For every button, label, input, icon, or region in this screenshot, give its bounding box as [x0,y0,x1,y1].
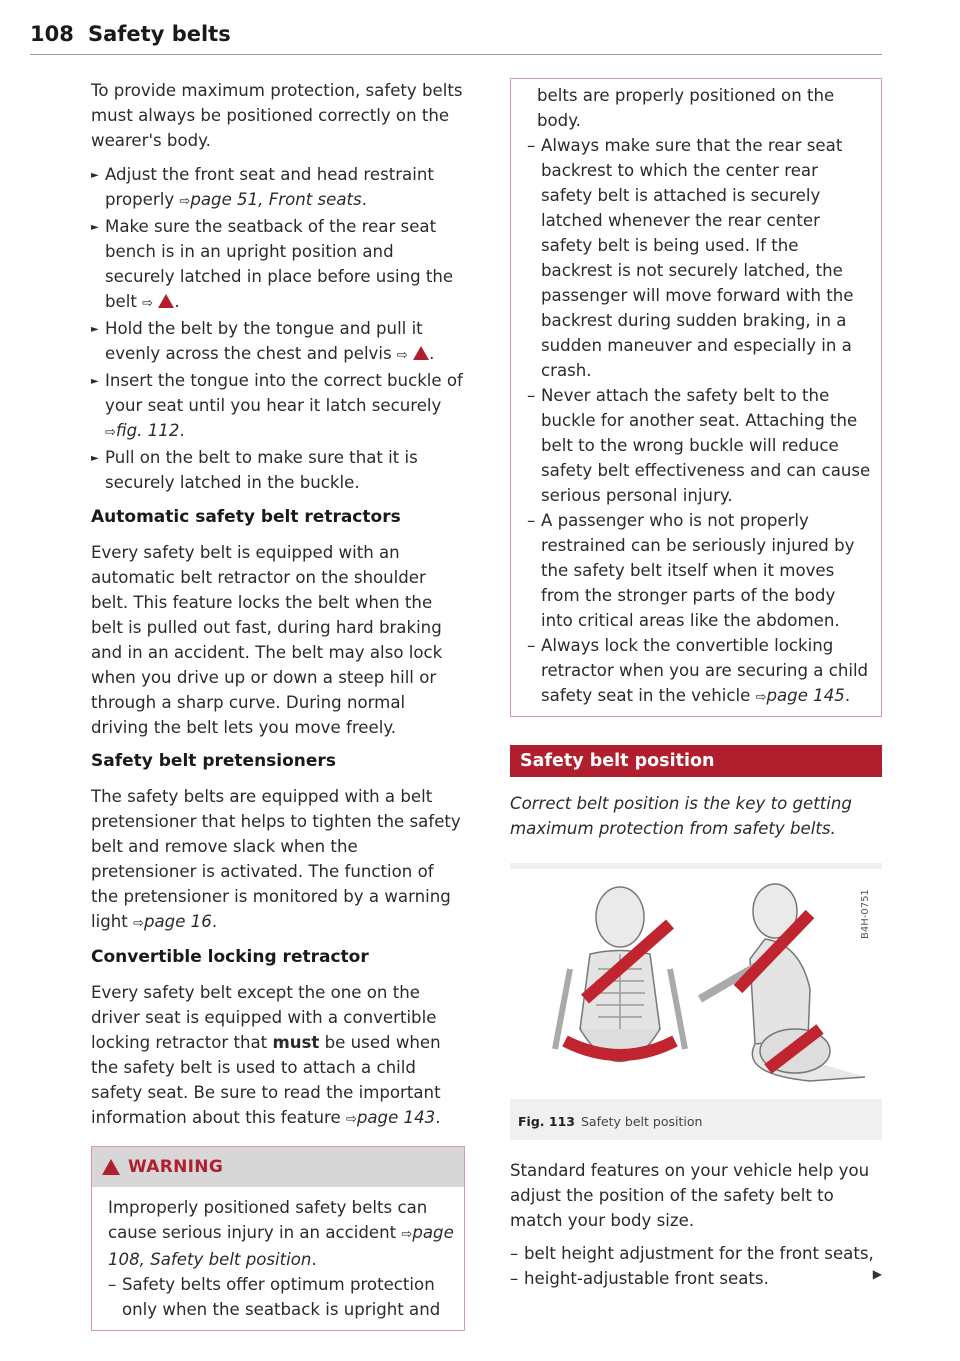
page-link[interactable]: ⇨page 143 [345,1108,436,1127]
warning-item: – Safety belts offer optimum protection only when the seatback is upright and [108,1272,454,1322]
page-header [30,22,882,55]
warning-triangle-icon [158,294,174,308]
section-intro: Correct belt position is the key to getting maximum protection from safety belts. [510,794,852,838]
convertible-retractor-text: Every safety belt except the one on the driver seat is equipped with a convertible locking retractor that must be used when the safety belt is used to attach a child safety seat. Be sure to read the important information about this feature ⇨page 143. [91,983,441,1127]
warning-item: – Always lock the convertible locking retractor when you are securing a child safety seat in the vehicle ⇨page 145. [527,633,871,710]
heading-automatic-retractors: Automatic safety belt retractors [91,507,401,527]
figure-link[interactable]: ⇨fig. 112 [105,421,180,440]
figure-code: B4H-0751 [860,889,871,939]
intro-paragraph: To provide maximum protection, safety belts must always be positioned correctly on the wearer's body. [91,81,463,150]
step-item: ► Make sure the seatback of the rear seat bench is in an upright position and securely latched in place before using the belt ⇨ . [91,214,463,316]
heading-pretensioners: Safety belt pretensioners [91,751,336,771]
warning-body [92,1187,464,1330]
warning-header [92,1147,464,1187]
feature-item: – height-adjustable front seats. [510,1266,882,1291]
warning-item: – Never attach the safety belt to the buckle for another seat. Attaching the belt to the wrong buckle will reduce safety belt effectiveness and can cause serious personal injury. [527,383,871,508]
continue-arrow-icon: ▶ [872,1267,882,1281]
automatic-retractors-text: Every safety belt is equipped with an automatic belt retractor on the shoulder belt. This feature locks the belt when the belt is pulled out fast, during hard braking and in an accident. The belt may also lock when you drive up or down a steep hill or through a sharp curve. During normal driving the belt lets you move freely. [91,543,443,737]
body-paragraph: Standard features on your vehicle help you adjust the position of the safety belt to match your body size. [510,1161,870,1230]
features-list [510,1241,882,1291]
right-column [510,78,882,1291]
figure-113 [510,863,882,1140]
page-link[interactable]: ⇨page 16 [133,912,212,931]
warning-title: WARNING [128,1156,224,1177]
warning-triangle-icon [102,1159,120,1175]
warning-box-continued [510,78,882,717]
step-item: ► Pull on the belt to make sure that it is securely latched in the buckle. [91,445,463,495]
warning-text: Improperly positioned safety belts can cause serious injury in an accident ⇨page 108, Safety belt position. [108,1198,454,1269]
page-link[interactable]: ⇨page 51, Front seats [179,190,362,209]
section-band-safety-belt-position: Safety belt position [510,745,882,777]
pretensioners-text: The safety belts are equipped with a belt pretensioner that helps to tighten the safety belt and remove slack when the pretensioner is activated. The function of the pretensioner is monitored by a warning light ⇨page 16. [91,787,461,931]
warning-continued-text: belts are properly positioned on the body. [537,86,835,130]
step-item: ► Adjust the front seat and head restraint properly ⇨page 51, Front seats. [91,162,463,214]
safety-belt-illustration [510,869,882,1099]
step-item: ► Hold the belt by the tongue and pull it evenly across the chest and pelvis ⇨ . [91,316,463,368]
warning-item: – Always make sure that the rear seat backrest to which the center rear safety belt is attached is securely latched whenever the rear center safety belt is being used. If the backrest is not securely latched, the passenger will move forward with the backrest during sudden braking, in a sudden maneuver and especially in a crash. [527,133,871,383]
warning-list [527,133,871,710]
warning-triangle-icon [413,346,429,360]
page-number: 108 [30,22,74,46]
steps-list [91,162,463,495]
warning-list [108,1272,454,1322]
section-title: Safety belts [88,22,231,46]
feature-item: – belt height adjustment for the front seats, [510,1241,882,1266]
warning-item: – A passenger who is not properly restrained can be seriously injured by the safety belt itself when it moves from the stronger parts of the body into critical areas like the abdomen. [527,508,871,633]
page-link[interactable]: ⇨page 145 [755,686,845,705]
step-item: ► Insert the tongue into the correct buckle of your seat until you hear it latch securely ⇨fig. 112. [91,368,463,445]
warning-box [91,1146,465,1331]
figure-caption: Fig. 113 Safety belt position [518,1114,703,1129]
heading-convertible-retractor: Convertible locking retractor [91,947,369,967]
page-link[interactable]: ⇨page 108, Safety belt position [108,1223,454,1269]
left-column [91,78,463,1331]
